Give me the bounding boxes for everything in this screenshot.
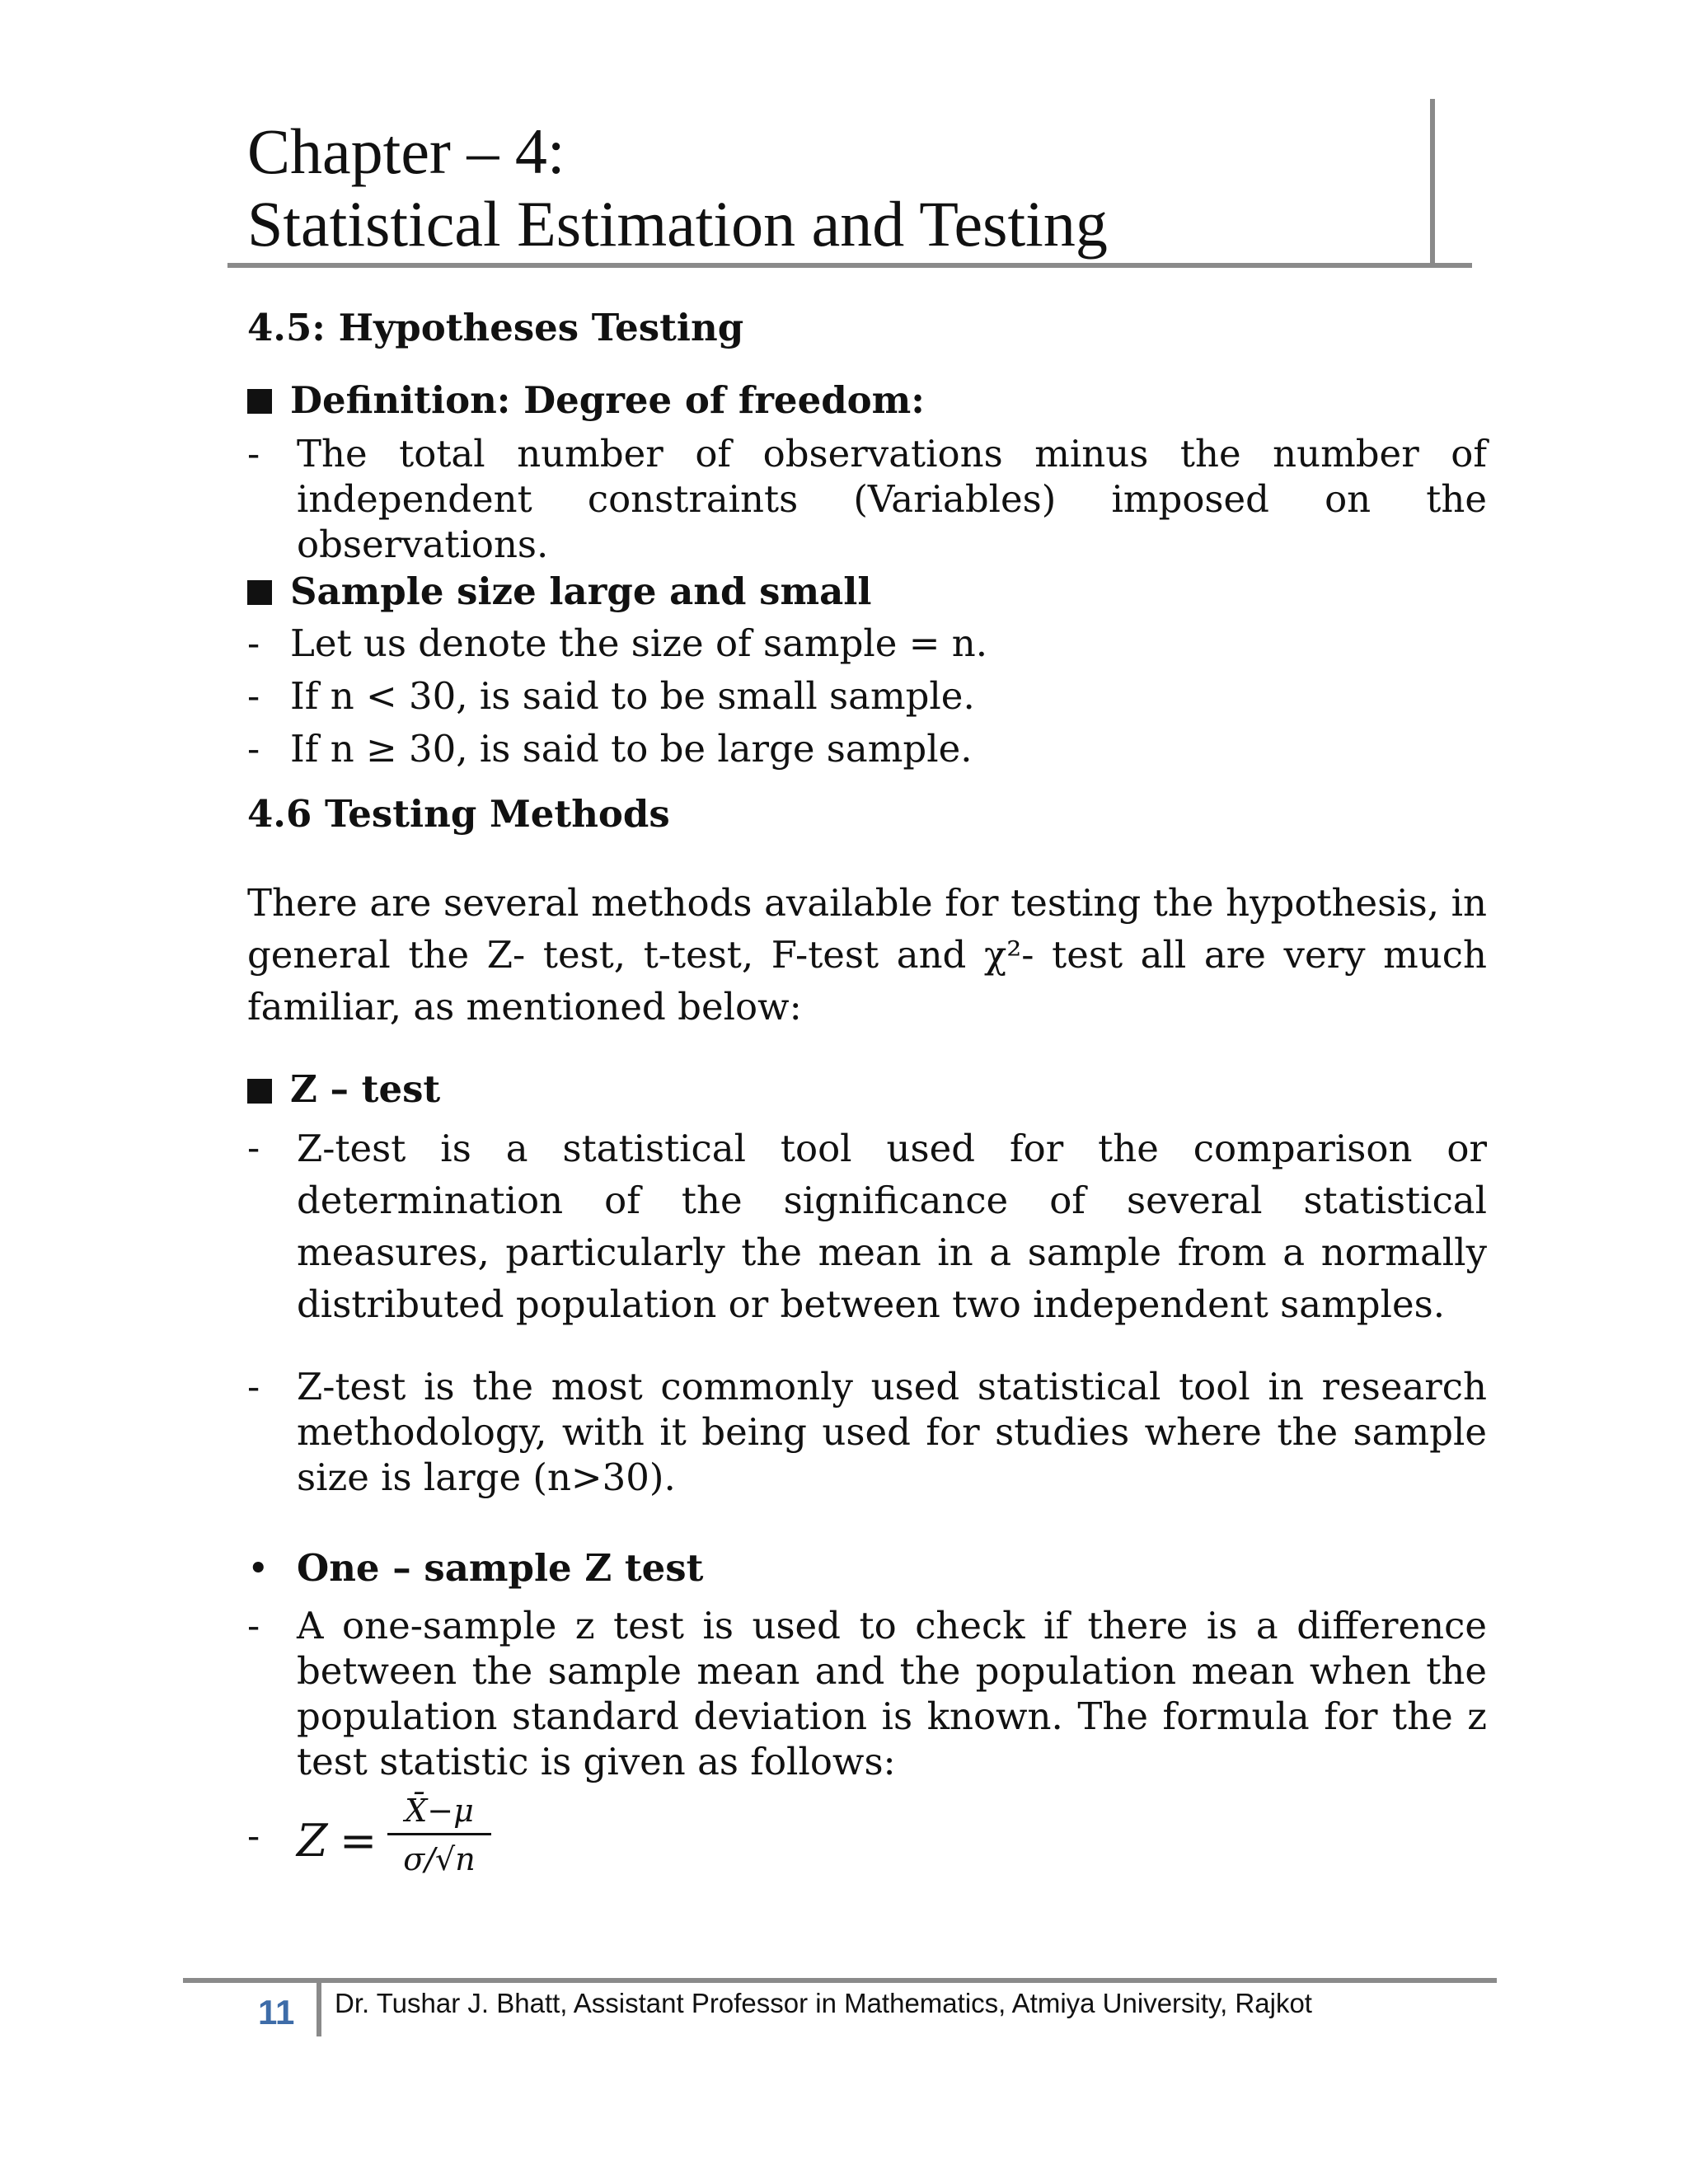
formula-equals: = — [340, 1815, 377, 1867]
formula-denominator: σ/√n — [403, 1841, 476, 1877]
round-bullet-icon: • — [247, 1546, 270, 1590]
dash-bullet: - — [247, 1365, 260, 1408]
fraction-bar — [387, 1833, 491, 1835]
dof-heading: Definition: Degree of freedom: — [290, 378, 925, 422]
one-sample-heading: One – sample Z test — [297, 1546, 704, 1590]
square-bullet-icon — [247, 389, 272, 414]
dash-bullet: - — [247, 727, 260, 771]
sample-item-3: If n ≥ 30, is said to be large sample. — [290, 727, 973, 771]
footer-horizontal-rule — [183, 1978, 1497, 1983]
footer-author-line: Dr. Tushar J. Bhatt, Assistant Professor in Mathematics, Atmiya University, Rajkot — [335, 1988, 1312, 2018]
formula-fraction — [387, 1790, 491, 1880]
square-bullet-icon — [247, 580, 272, 605]
ztest-heading: Z – test — [290, 1067, 441, 1111]
section-heading-4-5: 4.5: Hypotheses Testing — [247, 306, 744, 349]
footer-vertical-rule — [316, 1980, 321, 2036]
ztest-paragraph-1: Z-test is a statistical tool used for the comparison or determination of the significance of several statistical measures, particularly the mean in a sample from a normally distributed population or between two independent samples. — [297, 1127, 1487, 1326]
dash-bullet: - — [247, 1814, 260, 1858]
methods-intro-paragraph: There are several methods available for testing the hypothesis, in general the Z- test, t-test, F-test and χ²- test all are very much familiar, as mentioned below: — [247, 881, 1487, 1029]
section-heading-4-6: 4.6 Testing Methods — [247, 792, 670, 836]
sample-item-2: If n < 30, is said to be small sample. — [290, 674, 975, 718]
dash-bullet: - — [247, 432, 260, 476]
dof-definition: The total number of observations minus the number of independent constraints (Variables) imposed on the observations. — [297, 432, 1487, 566]
dash-bullet: - — [247, 1126, 260, 1169]
formula-numerator: X̄−μ — [405, 1793, 474, 1829]
page-number: 11 — [258, 1993, 295, 2032]
dash-bullet: - — [247, 1604, 260, 1647]
square-bullet-icon — [247, 1079, 272, 1104]
dash-bullet: - — [247, 674, 260, 718]
header-vertical-rule — [1430, 99, 1435, 268]
ztest-paragraph-2: Z-test is the most commonly used statistical tool in research methodology, with it being used for studies where the sample size is large (n>30). — [297, 1365, 1487, 1499]
one-sample-paragraph: A one-sample z test is used to check if there is a difference between the sample mean and the population mean when the population standard deviation is known. The formula for the z test statistic is given as follows: — [297, 1604, 1487, 1783]
header-horizontal-rule — [227, 263, 1472, 268]
chapter-header — [247, 115, 1401, 260]
sample-size-heading: Sample size large and small — [290, 569, 872, 613]
sample-item-1: Let us denote the size of sample = n. — [290, 621, 988, 665]
dash-bullet: - — [247, 621, 260, 665]
formula-lhs: Z — [297, 1815, 328, 1867]
chapter-number: Chapter – 4: — [247, 115, 565, 187]
chapter-title: Statistical Estimation and Testing — [247, 188, 1108, 260]
